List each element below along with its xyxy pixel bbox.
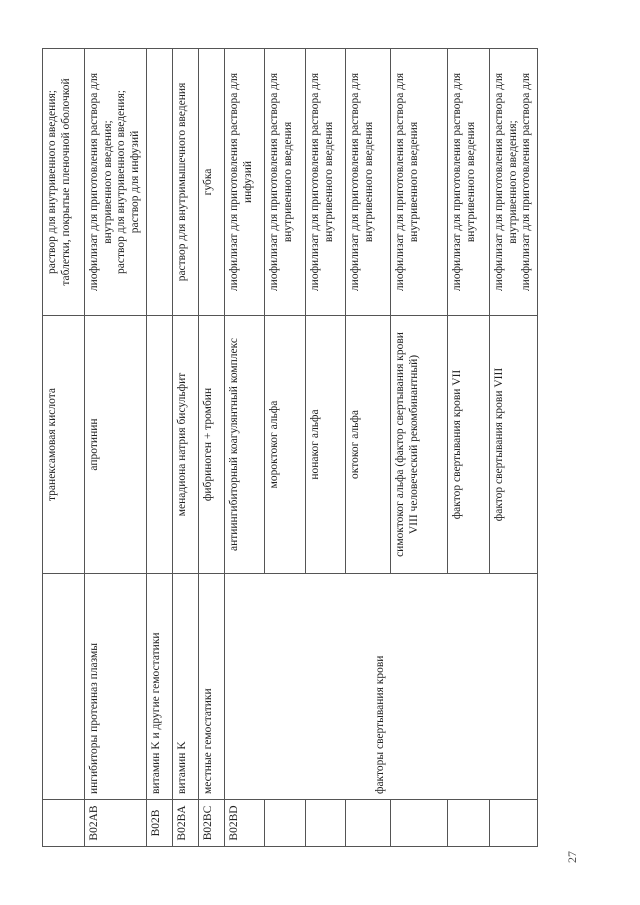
drug-name-cell: апротинин bbox=[85, 316, 147, 574]
drug-name-cell: менадиона натрия бисульфит bbox=[173, 316, 199, 574]
drug-registry-table bbox=[42, 48, 538, 847]
dosage-form-cell bbox=[490, 49, 538, 316]
atc-code-cell: B02BD bbox=[225, 800, 265, 847]
group-cell: витамин K bbox=[173, 574, 199, 800]
group-cell: факторы свертывания крови bbox=[225, 574, 538, 800]
table-row bbox=[199, 49, 225, 847]
dosage-form-line: раствор для инфузий bbox=[128, 130, 141, 234]
dosage-form-cell bbox=[306, 49, 346, 316]
atc-code-cell bbox=[265, 800, 306, 847]
dosage-form-cell bbox=[199, 49, 225, 316]
atc-code-cell bbox=[306, 800, 346, 847]
drug-name-cell: фибриноген + тромбин bbox=[199, 316, 225, 574]
drug-name-cell: нонаког альфа bbox=[306, 316, 346, 574]
dosage-form-cell bbox=[43, 49, 85, 316]
dosage-form-cell bbox=[147, 49, 173, 316]
dosage-form-line: лиофилизат для приготовления раствора для инфузий bbox=[228, 72, 254, 292]
group-cell bbox=[43, 574, 85, 800]
dosage-form-cell bbox=[85, 49, 147, 316]
dosage-form-cell bbox=[173, 49, 199, 316]
dosage-form-line: лиофилизат для приготовления раствора для внутривенного введения bbox=[309, 72, 335, 292]
dosage-form-cell bbox=[225, 49, 265, 316]
drug-name-cell: симоктоког альфа (фактор свертывания крови VIII человеческий рекомбинантный) bbox=[391, 316, 448, 574]
atc-code-cell bbox=[490, 800, 538, 847]
page-number: 27 bbox=[565, 851, 579, 863]
dosage-form-line: раствор для внутримышечного введения bbox=[176, 82, 188, 282]
atc-code-cell: B02AB bbox=[85, 800, 147, 847]
dosage-form-line: лиофилизат для приготовления раствора для внутривенного введения bbox=[268, 72, 294, 292]
drug-name-cell: фактор свертывания крови VII bbox=[448, 316, 490, 574]
dosage-form-cell bbox=[346, 49, 391, 316]
drug-name-cell bbox=[147, 316, 173, 574]
dosage-form-line: лиофилизат для приготовления раствора для внутривенного введения; bbox=[88, 72, 114, 292]
dosage-form-line: лиофилизат для приготовления раствора для внутривенного введения bbox=[394, 72, 420, 292]
dosage-form-line: раствор для внутривенного введения; bbox=[115, 90, 128, 274]
atc-code-cell bbox=[391, 800, 448, 847]
atc-code-cell bbox=[448, 800, 490, 847]
dosage-form-line: лиофилизат для приготовления раствора для внутривенного введения bbox=[451, 72, 477, 292]
atc-code-cell: B02B bbox=[147, 800, 173, 847]
atc-code-cell: B02BC bbox=[199, 800, 225, 847]
table-row bbox=[225, 49, 265, 847]
atc-code-cell bbox=[346, 800, 391, 847]
dosage-form-cell bbox=[265, 49, 306, 316]
dosage-form-line: лиофилизат для приготовления раствора для внутривенного введения bbox=[349, 72, 375, 292]
dosage-form-cell bbox=[448, 49, 490, 316]
drug-name-cell: октоког альфа bbox=[346, 316, 391, 574]
group-cell: витамин K и другие гемостатики bbox=[147, 574, 173, 800]
dosage-form-cell bbox=[391, 49, 448, 316]
group-cell: ингибиторы протеиназ плазмы bbox=[85, 574, 147, 800]
dosage-form-line: лиофилизат для приготовления раствора для внутривенного введения; bbox=[493, 72, 519, 292]
atc-code-cell bbox=[43, 800, 85, 847]
dosage-form-line: лиофилизат для приготовления раствора для bbox=[520, 72, 533, 292]
drug-name-cell: фактор свертывания крови VIII bbox=[490, 316, 538, 574]
table-row bbox=[147, 49, 173, 847]
table-row bbox=[43, 49, 85, 847]
atc-code-cell: B02BA bbox=[173, 800, 199, 847]
dosage-form-line: раствор для внутривенного введения; bbox=[46, 90, 58, 274]
drug-name-cell: транексамовая кислота bbox=[43, 316, 85, 574]
drug-name-cell: антиингибиторный коагулянтный комплекс bbox=[225, 316, 265, 574]
drug-name-cell: мороктоког альфа bbox=[265, 316, 306, 574]
table-row bbox=[85, 49, 147, 847]
table-row bbox=[173, 49, 199, 847]
dosage-form-line: губка bbox=[202, 168, 214, 196]
group-cell: местные гемостатики bbox=[199, 574, 225, 800]
dosage-form-line: таблетки, покрытые пленочной оболочкой bbox=[59, 78, 72, 286]
